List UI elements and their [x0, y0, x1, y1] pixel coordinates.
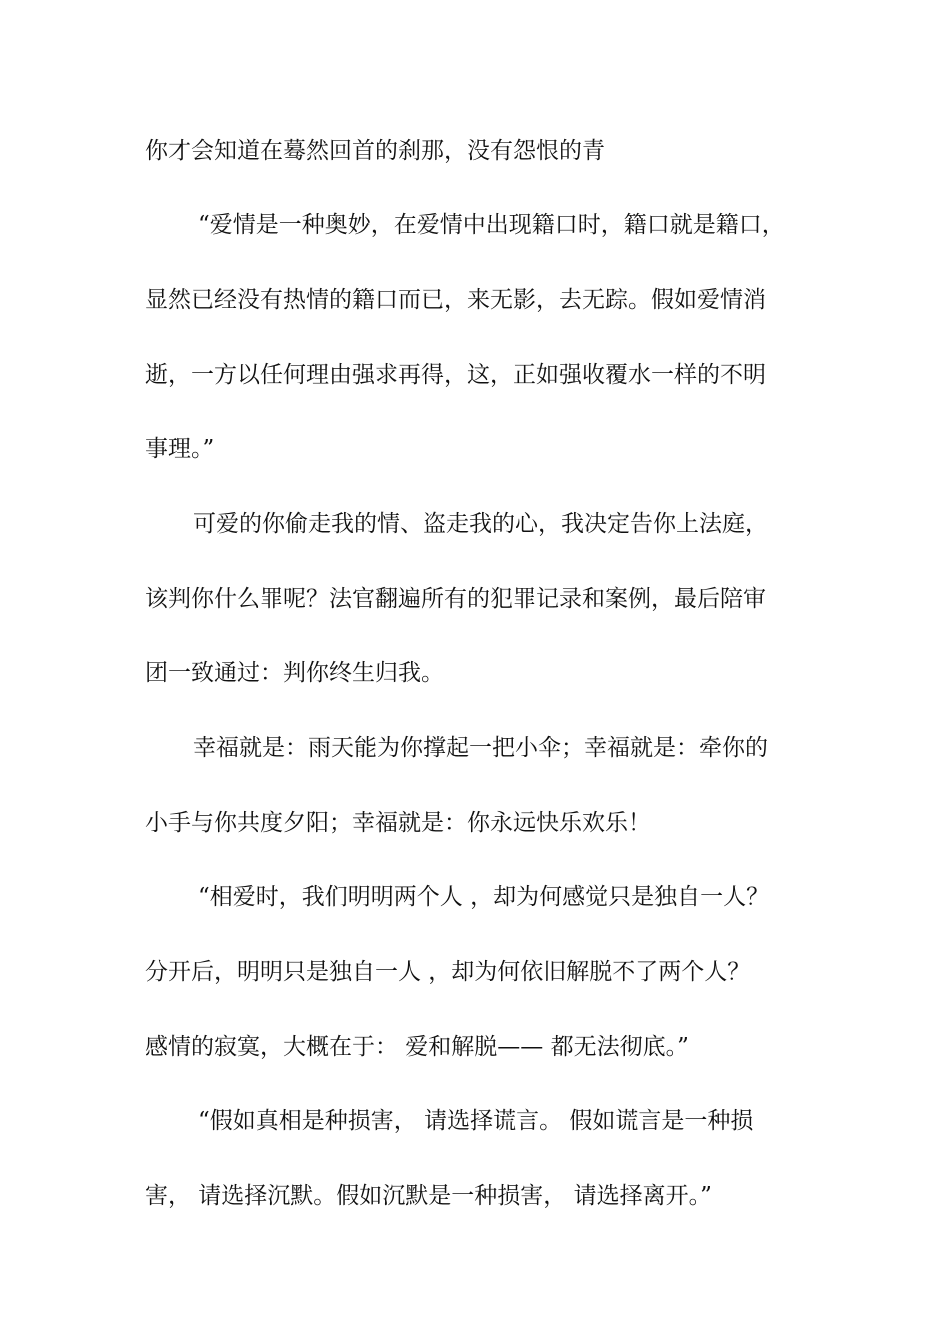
text-line: 害， 请选择沉默。假如沉默是一种损害， 请选择离开。” — [145, 1183, 712, 1209]
text-line: 该判你什么罪呢？法官翻遍所有的犯罪记录和案例，最后陪审 — [145, 586, 766, 612]
text-line: “爱情是一种奥妙，在爱情中出现籍口时，籍口就是籍口， — [198, 212, 785, 238]
text-line: “相爱时，我们明明两个人 ，却为何感觉只是独自一人？ — [198, 884, 770, 910]
text-line: 感情的寂寞，大概在于： 爱和解脱—— 都无法彻底。” — [145, 1034, 689, 1060]
text-line: 逝，一方以任何理由强求再得，这，正如强收覆水一样的不明 — [145, 362, 766, 388]
text-line: 小手与你共度夕阳；幸福就是：你永远快乐欢乐！ — [145, 810, 651, 836]
text-line: 事理。” — [145, 436, 215, 462]
text-line: 可爱的你偷走我的情、盗走我的心，我决定告你上法庭， — [193, 511, 768, 537]
text-line: 你才会知道在蓦然回首的刹那，没有怨恨的青 — [145, 138, 605, 164]
text-line: 分开后，明明只是独自一人 ，却为何依旧解脱不了两个人？ — [145, 959, 751, 985]
text-line: 显然已经没有热情的籍口而已，来无影，去无踪。假如爱情消 — [145, 287, 766, 313]
text-line: 团一致通过：判你终生归我。 — [145, 660, 444, 686]
text-line: 幸福就是：雨天能为你撑起一把小伞；幸福就是：牵你的 — [193, 735, 768, 761]
text-line: “假如真相是种损害， 请选择谎言。 假如谎言是一种损 — [198, 1108, 754, 1134]
